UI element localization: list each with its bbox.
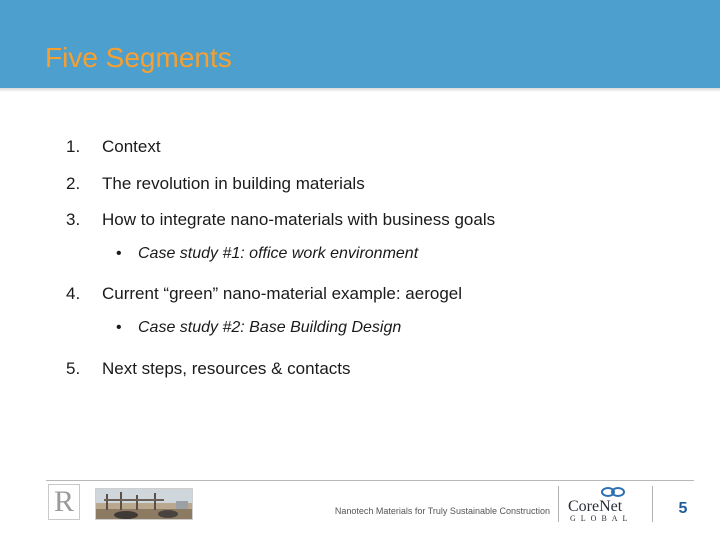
footer-divider-left xyxy=(558,486,559,522)
agenda-item-text: Next steps, resources & contacts xyxy=(102,359,351,378)
bullet-icon: • xyxy=(116,319,122,336)
slide-title: Five Segments xyxy=(45,42,232,73)
footer-caption: Nanotech Materials for Truly Sustainable Construction xyxy=(334,506,550,516)
construction-photo xyxy=(95,488,193,520)
corenet-brand-sub: GLOBAL xyxy=(570,514,633,523)
agenda-item-text: Context xyxy=(102,137,161,156)
corenet-brand-name: CoreNet xyxy=(568,498,623,515)
agenda-item-4 xyxy=(66,284,462,304)
r-logo-icon: R xyxy=(48,484,80,520)
agenda-subitem-4 xyxy=(116,318,401,338)
agenda-item-2 xyxy=(66,174,365,194)
footer-divider-right xyxy=(652,486,653,522)
agenda-subitem-text: Case study #2: Base Building Design xyxy=(138,319,402,336)
agenda-item-5 xyxy=(66,359,351,379)
agenda-item-number: 1. xyxy=(66,137,81,156)
page-number: 5 xyxy=(678,500,688,517)
agenda-item-1 xyxy=(66,137,161,157)
title-bar-shadow xyxy=(0,88,720,92)
agenda-item-number: 5. xyxy=(66,359,81,378)
agenda-subitem-text: Case study #1: office work environment xyxy=(138,245,419,262)
construction-site-image xyxy=(96,489,193,520)
corenet-mark-icon xyxy=(596,486,636,498)
agenda-subitem-3 xyxy=(116,244,418,264)
agenda-item-number: 4. xyxy=(66,284,81,303)
bullet-icon: • xyxy=(116,245,122,262)
footer-divider xyxy=(46,480,694,481)
corenet-logo xyxy=(566,486,638,524)
agenda-item-text: How to integrate nano-materials with business goals xyxy=(102,210,496,229)
agenda-item-3 xyxy=(66,210,495,230)
agenda-item-text: The revolution in building materials xyxy=(102,174,365,193)
agenda-item-number: 2. xyxy=(66,174,81,193)
agenda-item-number: 3. xyxy=(66,210,81,229)
agenda-item-text: Current “green” nano-material example: aerogel xyxy=(102,284,463,303)
